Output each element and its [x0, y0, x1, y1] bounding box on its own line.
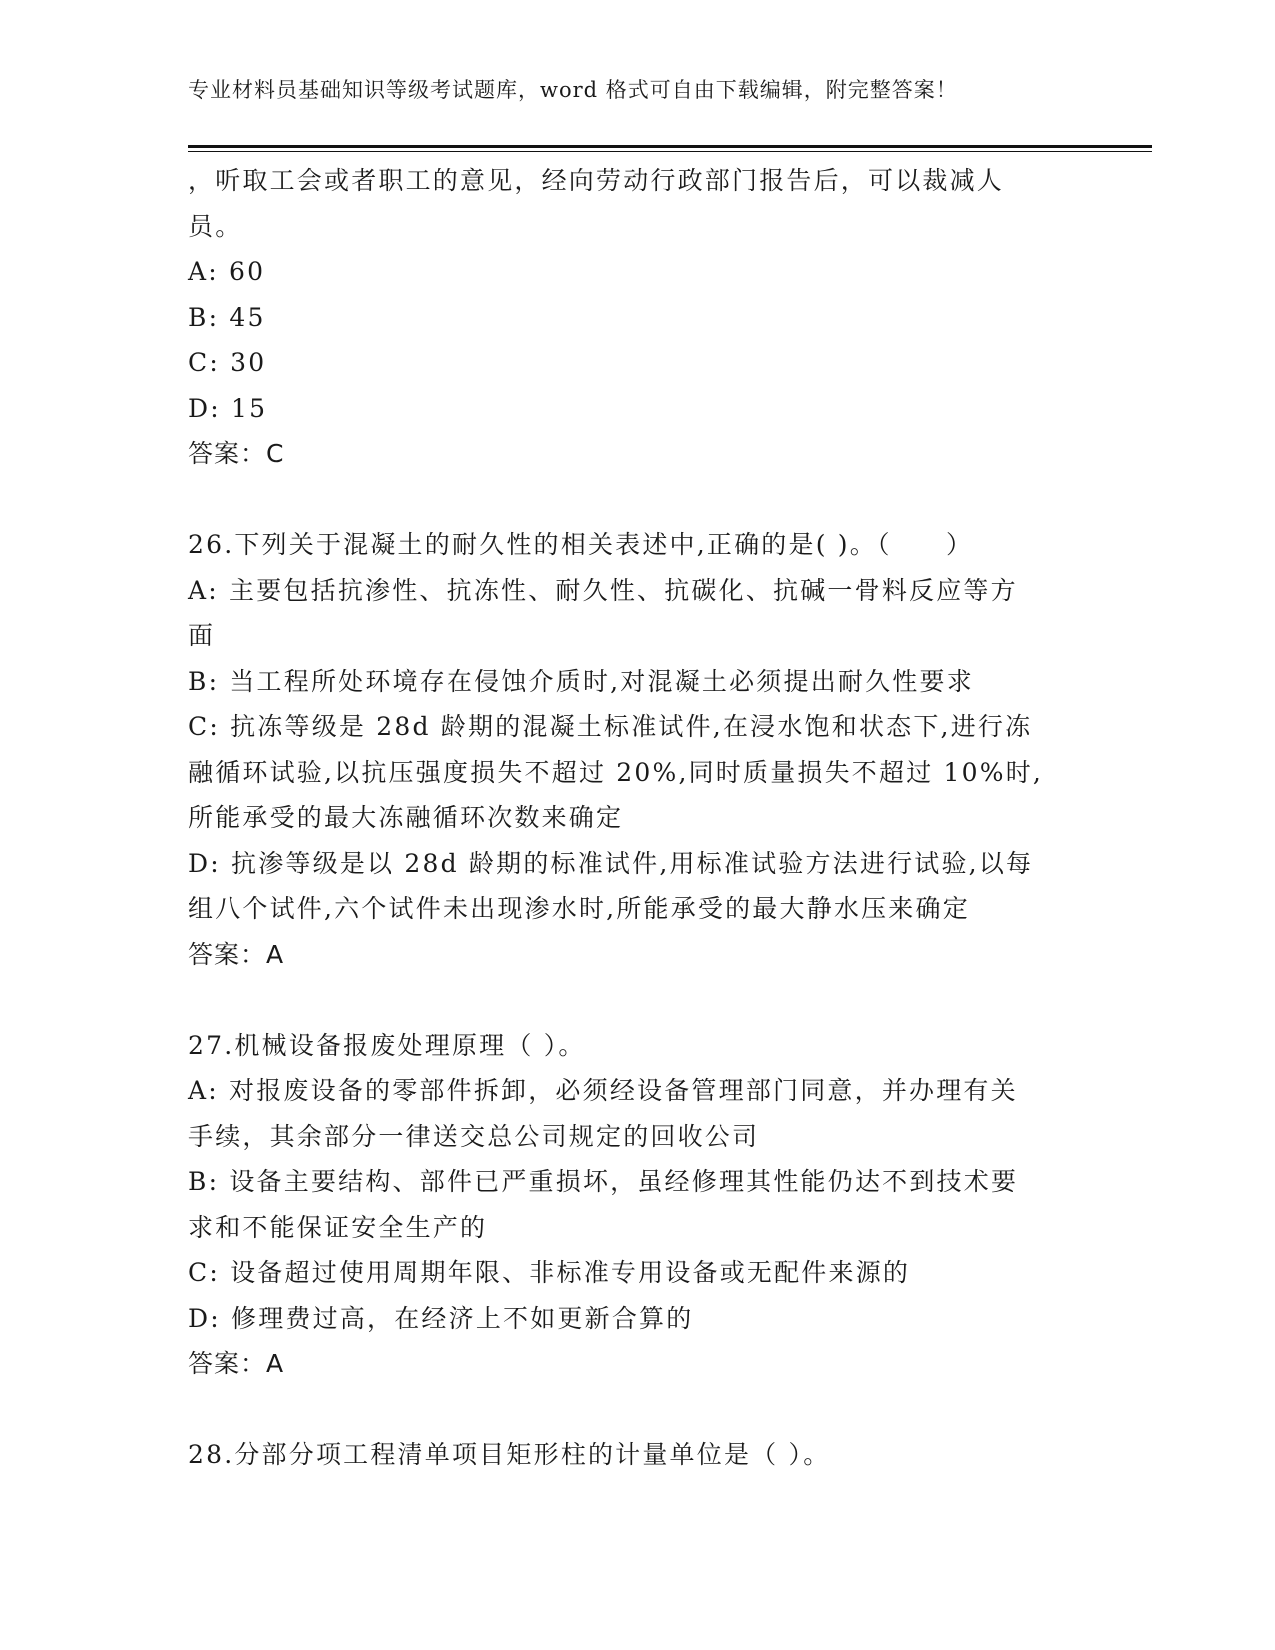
option-a: A: 主要包括抗渗性、抗冻性、耐久性、抗碳化、抗碱一骨料反应等方 [188, 575, 1018, 605]
option-a-continued: 面 [188, 621, 216, 650]
question-26 [188, 522, 1088, 977]
option-c-continued: 所能承受的最大冻融循环次数来确定 [188, 803, 624, 832]
option-b: B: 设备主要结构、部件已严重损坏，虽经修理其性能仍达不到技术要 [188, 1167, 1019, 1196]
answer-line: 答案：C [188, 439, 285, 468]
spacer [188, 1387, 1088, 1433]
option-d: D: 15 [188, 393, 268, 423]
option-b: B: 当工程所处环境存在侵蚀介质时,对混凝土必须提出耐久性要求 [188, 666, 974, 696]
option-d-continued: 组八个试件,六个试件未出现渗水时,所能承受的最大静水压来确定 [188, 894, 970, 923]
question-title: 27.机械设备报废处理原理（ ）。 [188, 1030, 586, 1060]
question-text-line: ，听取工会或者职工的意见，经向劳动行政部门报告后，可以裁减人 [188, 166, 1005, 195]
option-a-continued: 手续，其余部分一律送交总公司规定的回收公司 [188, 1121, 760, 1151]
option-d: D: 修理费过高，在经济上不如更新合算的 [188, 1303, 694, 1333]
question-title: 26.下列关于混凝土的耐久性的相关表述中,正确的是( )。（ ） [188, 530, 974, 559]
question-25 [188, 158, 1088, 477]
document-body [188, 158, 1088, 1478]
option-a: A: 对报废设备的零部件拆卸，必须经设备管理部门同意，并办理有关 [188, 1076, 1018, 1105]
header-rule-thick [188, 145, 1152, 148]
option-c: C: 抗冻等级是 28d 龄期的混凝土标准试件,在浸水饱和状态下,进行冻 [188, 712, 1033, 741]
spacer [188, 477, 1088, 523]
option-b: B: 45 [188, 302, 266, 332]
option-c: C: 设备超过使用周期年限、非标准专用设备或无配件来源的 [188, 1258, 911, 1287]
option-a: A: 60 [188, 257, 266, 286]
answer-line: 答案：A [188, 939, 285, 969]
option-c-continued: 融循环试验,以抗压强度损失不超过 20%,同时质量损失不超过 10%时, [188, 757, 1044, 787]
question-title: 28.分部分项工程清单项目矩形柱的计量单位是（ ）。 [188, 1440, 831, 1469]
question-text-line: 员。 [188, 211, 243, 241]
header-rule-thin [188, 151, 1152, 152]
option-d: D: 抗渗等级是以 28d 龄期的标准试件,用标准试验方法进行试验,以每 [188, 848, 1034, 878]
question-28 [188, 1432, 1088, 1478]
spacer [188, 977, 1088, 1023]
question-27 [188, 1023, 1088, 1387]
option-c: C: 30 [188, 348, 267, 377]
page-header: 专业材料员基础知识等级考试题库，word 格式可自由下载编辑，附完整答案！ [188, 78, 958, 102]
answer-line: 答案：A [188, 1349, 285, 1378]
option-b-continued: 求和不能保证安全生产的 [188, 1212, 488, 1242]
